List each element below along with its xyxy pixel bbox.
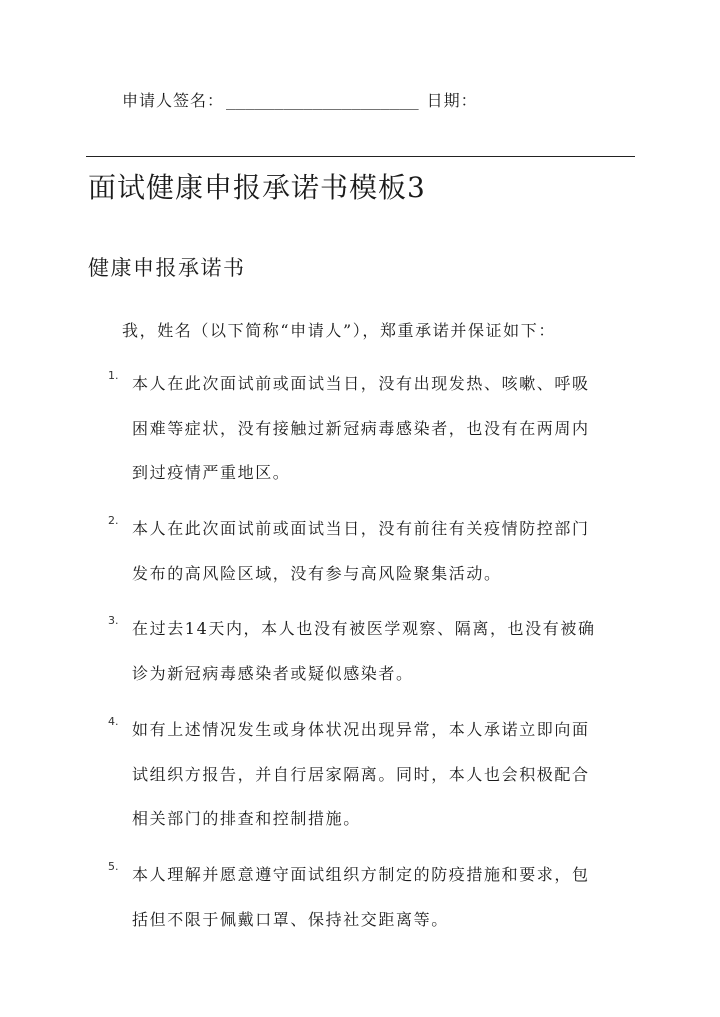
list-item-text bbox=[132, 853, 624, 942]
list-item-text bbox=[132, 362, 624, 496]
text-line: 如有上述情况发生或身体状况出现异常，本人承诺立即向面 bbox=[132, 720, 590, 739]
list-item-number: 2. bbox=[108, 514, 119, 527]
text-line: 发布的高风险区域，没有参与高风险聚集活动。 bbox=[132, 563, 502, 583]
text-line: 到过疫情严重地区。 bbox=[132, 463, 291, 482]
list-item-5 bbox=[108, 853, 624, 942]
list-item-1 bbox=[108, 362, 624, 496]
signature-line bbox=[122, 88, 478, 111]
intro-paragraph: 我，姓名（以下简称“申请人”），郑重承诺并保证如下： bbox=[122, 321, 556, 340]
horizontal-divider bbox=[86, 156, 635, 157]
text-line: 本人在此次面试前或面试当日，没有前往有关疫情防控部门 bbox=[132, 519, 590, 538]
list-item-number: 4. bbox=[108, 715, 119, 728]
list-item-number: 5. bbox=[108, 860, 119, 873]
list-item-text bbox=[132, 607, 624, 696]
text-line: 困难等症状，没有接触过新冠病毒感染者，也没有在两周内 bbox=[132, 418, 590, 438]
list-item-number: 3. bbox=[108, 614, 119, 627]
document-title: 面试健康申报承诺书模板3 bbox=[88, 171, 426, 204]
text-line: 相关部门的排查和控制措施。 bbox=[132, 809, 361, 828]
date-label: 日期： bbox=[426, 91, 478, 110]
list-item-4 bbox=[108, 708, 624, 842]
applicant-signature-label: 申请人签名： bbox=[122, 91, 225, 110]
text-line: 括但不限于佩戴口罩、保持社交距离等。 bbox=[132, 909, 449, 929]
signature-blank: ____________________ bbox=[226, 91, 419, 110]
text-line: 在过去14天内，本人也没有被医学观察、隔离，也没有被确 bbox=[132, 619, 596, 638]
text-line: 本人理解并愿意遵守面试组织方制定的防疫措施和要求，包 bbox=[132, 865, 590, 884]
section-heading: 健康申报承诺书 bbox=[88, 256, 246, 280]
text-line: 本人在此次面试前或面试当日，没有出现发热、咳嗽、呼吸 bbox=[132, 374, 590, 393]
list-item-2 bbox=[108, 507, 624, 596]
text-line: 试组织方报告，并自行居家隔离。同时，本人也会积极配合 bbox=[132, 764, 590, 784]
text-line: 诊为新冠病毒感染者或疑似感染者。 bbox=[132, 663, 414, 683]
list-item-text bbox=[132, 507, 624, 596]
list-item-3 bbox=[108, 607, 624, 696]
list-item-number: 1. bbox=[108, 369, 119, 382]
list-item-text bbox=[132, 708, 624, 842]
